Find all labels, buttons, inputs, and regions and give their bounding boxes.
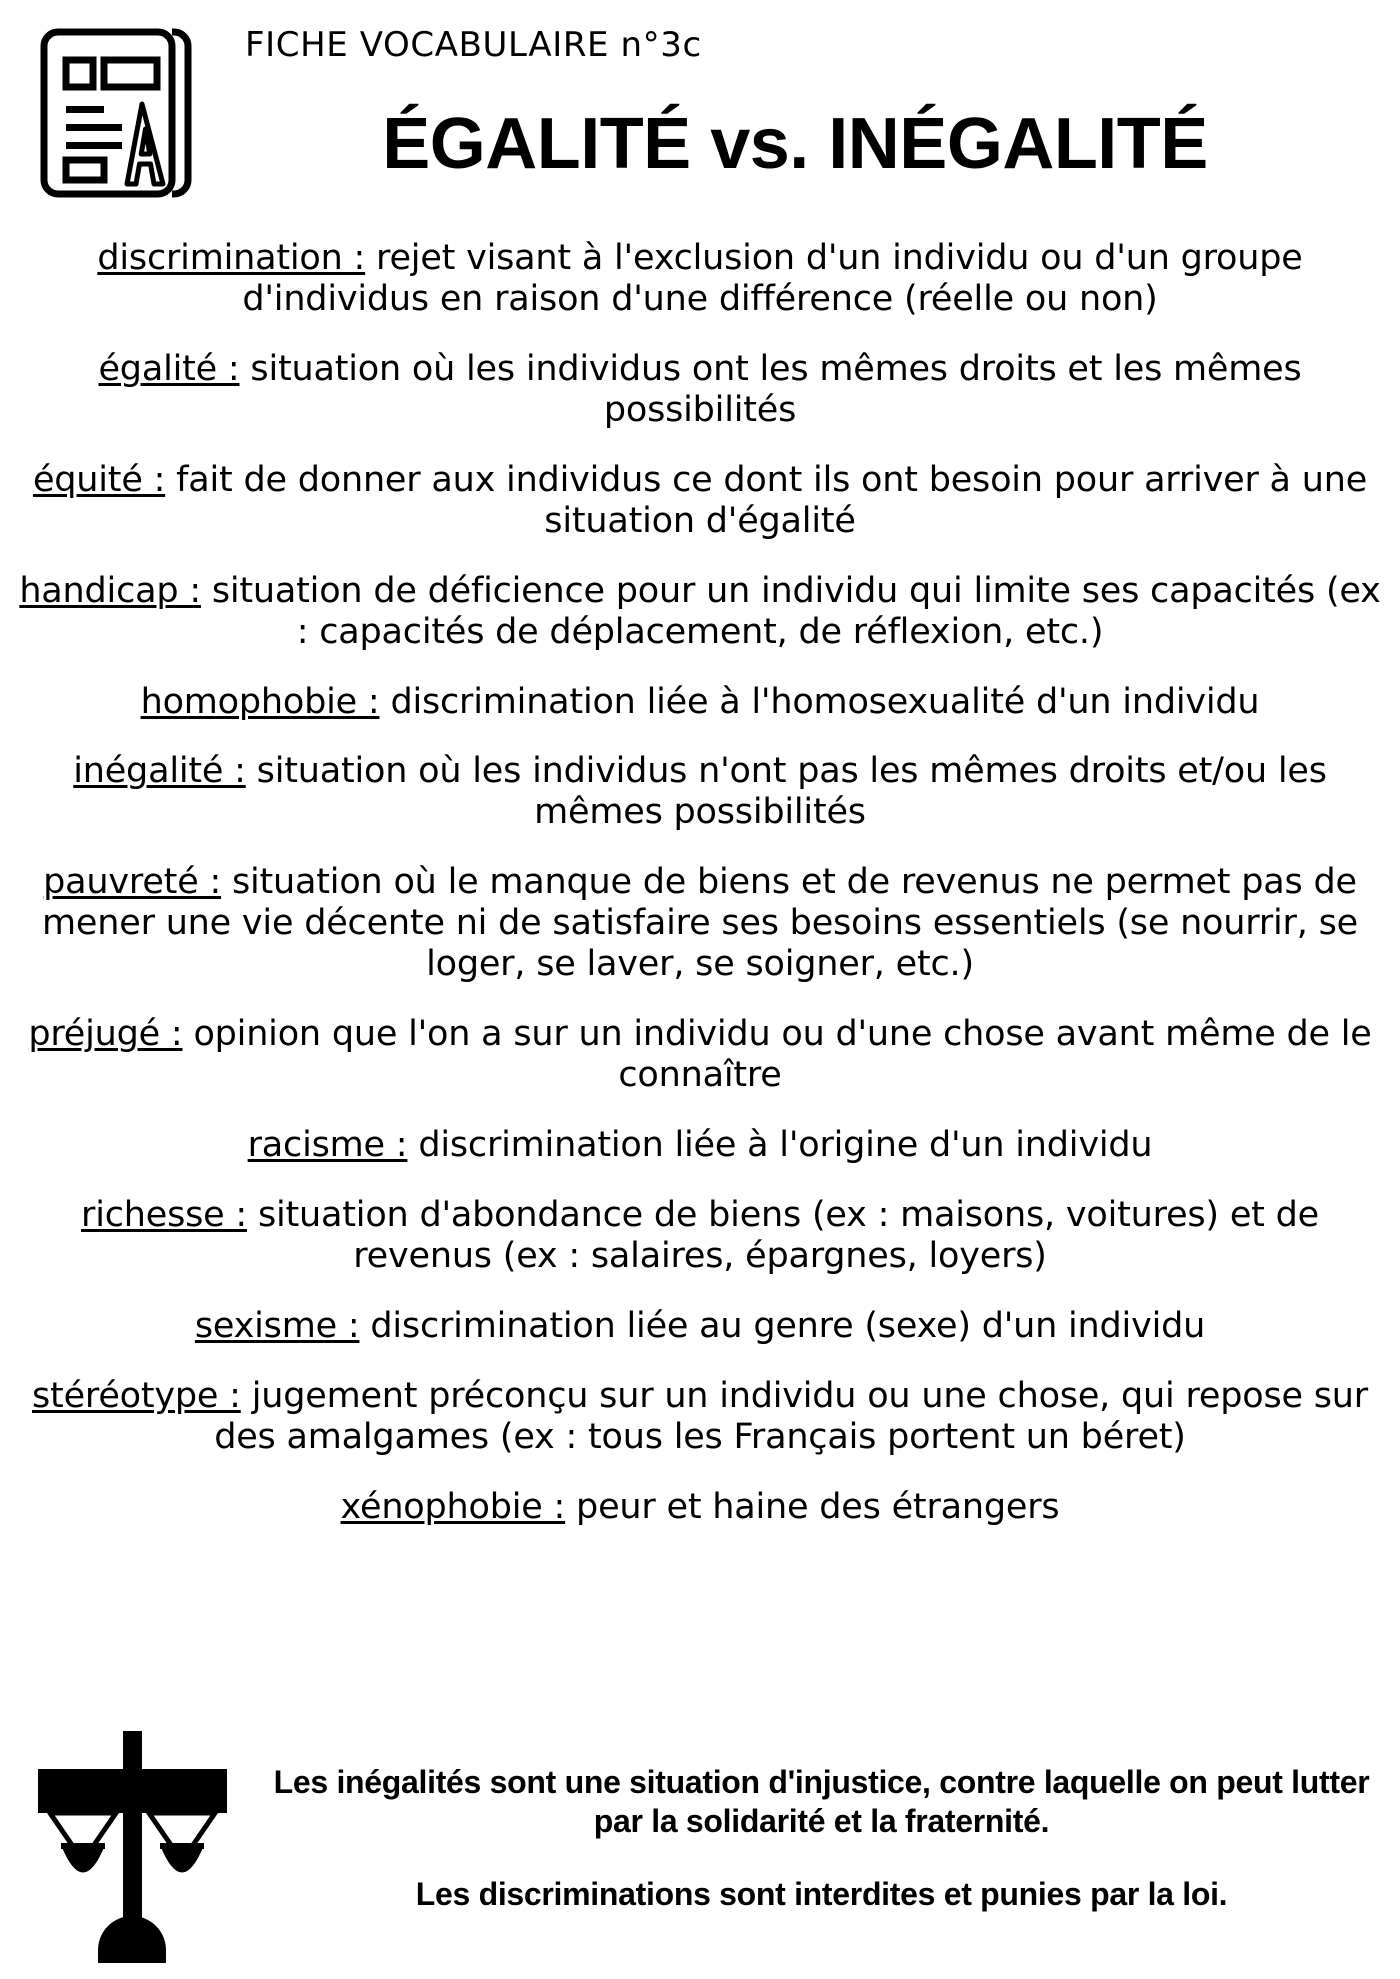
definition-text: situation où le manque de biens et de revenus ne permet pas de mener une vie décente ni de satisfaire ses besoins essentiels (se nourrir, se loger, se laver, se soigner, etc.) [42,862,1358,985]
definition-text: opinion que l'on a sur un individu ou d'une chose avant même de le connaître [182,1014,1372,1096]
definition-entry [14,862,1386,985]
scales-of-justice-icon [20,1725,245,1965]
definition-entry [14,751,1386,833]
definition-text: discrimination liée au genre (sexe) d'un individu [359,1305,1206,1346]
sheet-header [0,0,1400,230]
definition-term: discrimination : [97,238,366,278]
conclusion-block [245,1717,1380,1914]
definition-term: richesse : [81,1194,248,1235]
definition-term: homophobie : [140,681,380,722]
definition-entry [14,238,1386,320]
definition-text: rejet visant à l'exclusion d'un individu ou d'un groupe d'individus en raison d'une différence (réelle ou non) [242,238,1303,319]
definition-text: jugement préconçu sur un individu ou une chose, qui repose sur des amalgames (ex : tous les Français portent un béret) [214,1375,1368,1457]
conclusion-statement: Les discriminations sont interdites et punies par la loi. [415,1876,1228,1913]
vocabulary-sheet-icon [22,20,202,205]
definition-term: sexisme : [194,1305,360,1346]
conclusion-statement: Les inégalités sont une situation d'injustice, contre laquelle on peut lutter par la solidarité et la fraternité. [273,1764,1370,1840]
definition-text: situation de déficience pour un individu qui limite ses capacités (ex : capacités de déplacement, de réflexion, etc.) [200,570,1381,652]
definition-term: égalité : [98,348,240,389]
definition-term: préjugé : [28,1014,183,1055]
definition-term: équité : [32,459,166,500]
definition-text: fait de donner aux individus ce dont ils ont besoin pour arriver à une situation d'égalité [165,459,1368,541]
definition-list [0,230,1400,1699]
definition-entry [14,1487,1386,1528]
definition-term: xénophobie : [340,1486,566,1527]
definition-term: racisme : [247,1125,408,1165]
page-title: ÉGALITÉ vs. INÉGALITÉ [382,104,1208,184]
definition-term: handicap : [19,570,201,611]
definition-entry [14,1014,1386,1096]
definition-text: discrimination liée à l'origine d'un individu [407,1125,1153,1165]
definition-entry [14,1306,1386,1347]
definition-text: situation d'abondance de biens (ex : maisons, voitures) et de revenus (ex : salaires, épargnes, loyers) [247,1194,1319,1276]
definition-entry [14,1195,1386,1277]
definition-entry [14,460,1386,542]
definition-entry [14,682,1386,723]
definition-term: stéréotype : [32,1375,241,1416]
definition-entry [14,349,1386,431]
definition-term: inégalité : [73,751,246,792]
sheet-footer [0,1699,1400,1979]
definition-text: peur et haine des étrangers [565,1486,1060,1527]
definition-term: pauvreté : [43,862,222,903]
definition-entry [14,571,1386,653]
definition-entry [14,1125,1386,1166]
definition-text: situation où les individus ont les mêmes droits et les mêmes possibilités [239,348,1302,430]
definition-text: situation où les individus n'ont pas les mêmes droits et/ou les mêmes possibilités [245,751,1327,833]
definition-text: discrimination liée à l'homosexualité d'un individu [379,681,1260,722]
sheet-kicker: FICHE VOCABULAIRE n°3c [245,25,702,65]
definition-entry [14,1376,1386,1458]
